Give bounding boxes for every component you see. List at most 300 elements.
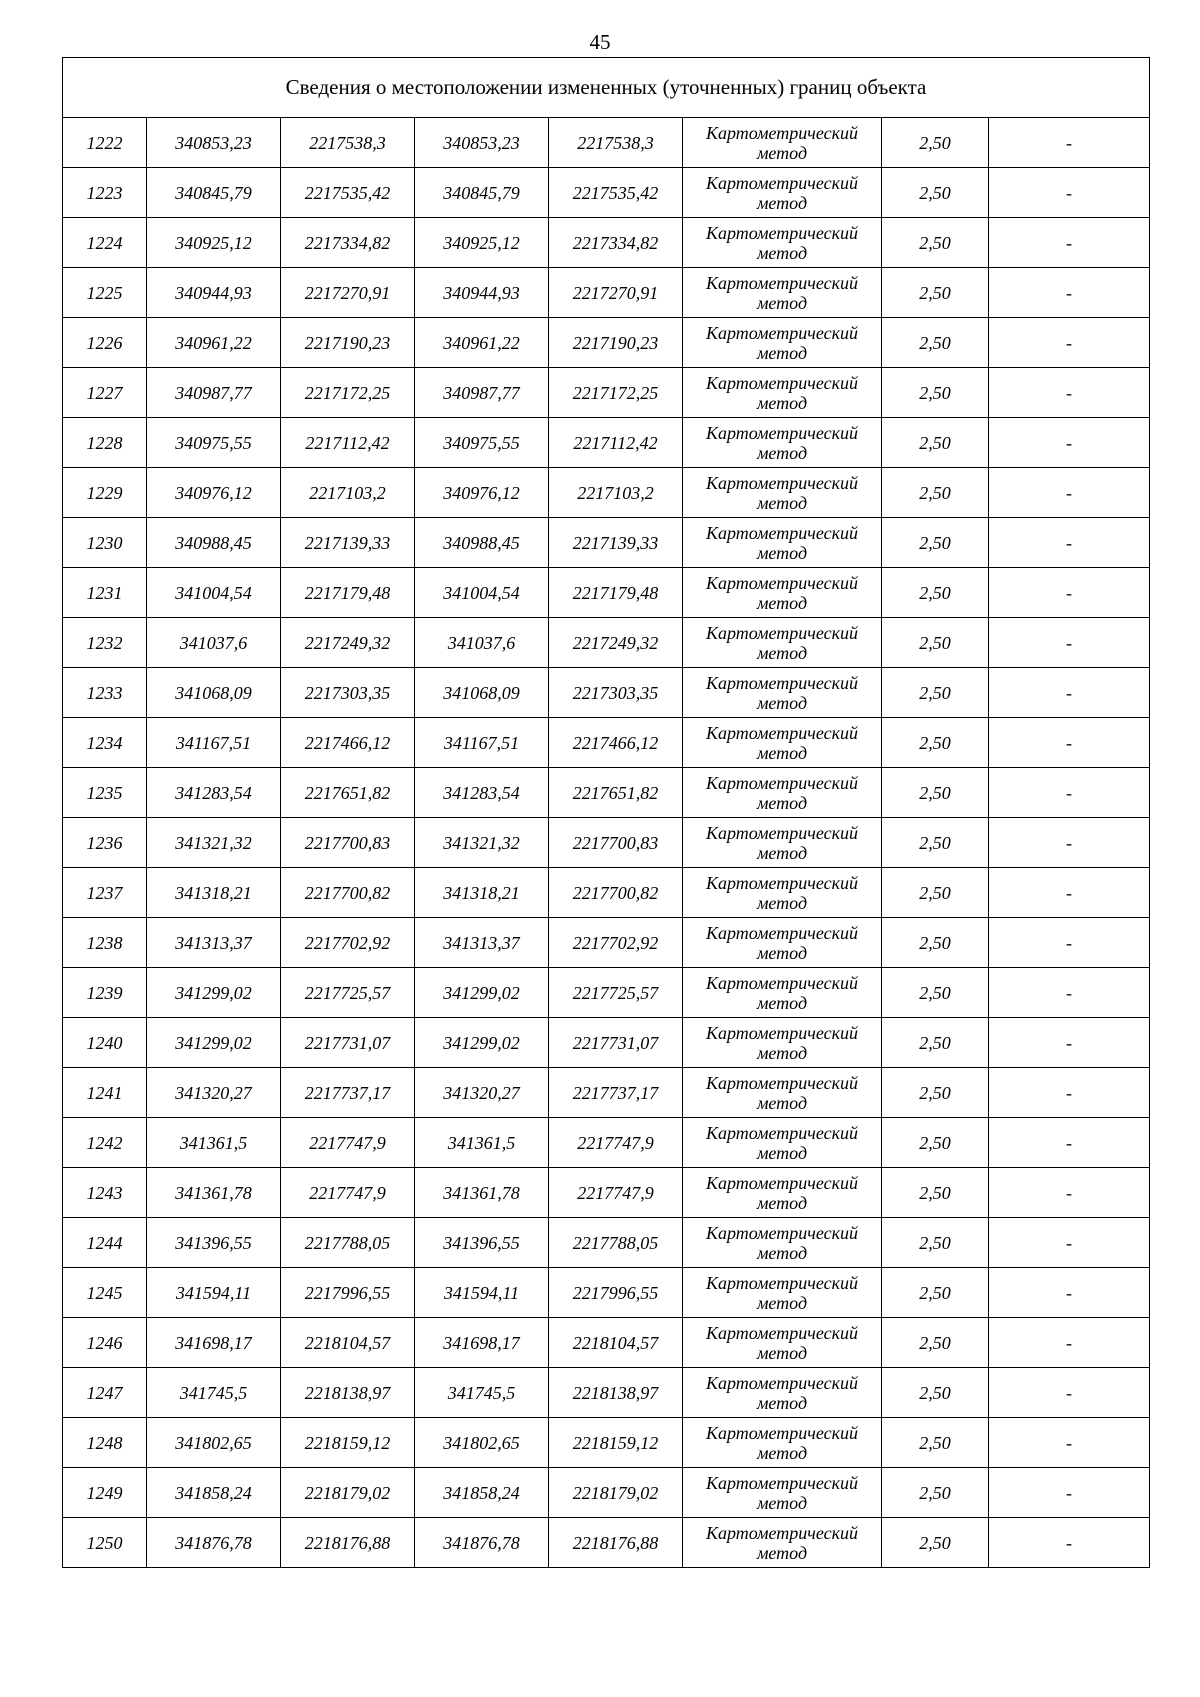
existing-y-cell: 2217179,48 [281,568,415,618]
method-line-2: метод [756,592,808,613]
method-line-2: метод [756,692,808,713]
existing-y-cell: 2218138,97 [281,1368,415,1418]
method-line-1: Картометрический [705,1172,858,1193]
method-line-1: Картометрический [705,122,858,143]
clarified-y-cell: 2217179,48 [549,568,683,618]
existing-x-cell: 341318,21 [147,868,281,918]
existing-x-cell: 341594,11 [147,1268,281,1318]
method-line-1: Картометрический [705,1522,858,1543]
accuracy-cell: 2,50 [882,618,989,668]
existing-x-cell: 341004,54 [147,568,281,618]
clarified-x-cell: 341283,54 [415,768,549,818]
existing-x-cell: 340961,22 [147,318,281,368]
clarified-y-cell: 2217270,91 [549,268,683,318]
existing-y-cell: 2217737,17 [281,1068,415,1118]
point-number-cell: 1235 [63,768,147,818]
method-line-2: метод [756,892,808,913]
method-line-2: метод [756,492,808,513]
method-cell [683,368,882,418]
method-line-2: метод [756,242,808,263]
clarified-x-cell: 341167,51 [415,718,549,768]
accuracy-cell: 2,50 [882,1418,989,1468]
dash-cell: - [989,418,1150,468]
clarified-x-cell: 341594,11 [415,1268,549,1318]
clarified-x-cell: 341004,54 [415,568,549,618]
dash-cell: - [989,1168,1150,1218]
method-line-1: Картометрический [705,522,858,543]
table-row [63,1268,1150,1318]
dash-cell: - [989,868,1150,918]
method-cell [683,1268,882,1318]
method-line-2: метод [756,742,808,763]
clarified-x-cell: 341321,32 [415,818,549,868]
clarified-x-cell: 341320,27 [415,1068,549,1118]
clarified-x-cell: 340925,12 [415,218,549,268]
existing-x-cell: 341320,27 [147,1068,281,1118]
clarified-x-cell: 341698,17 [415,1318,549,1368]
point-number-cell: 1240 [63,1018,147,1068]
method-line-1: Картометрический [705,1422,858,1443]
accuracy-cell: 2,50 [882,1168,989,1218]
accuracy-cell: 2,50 [882,1068,989,1118]
clarified-x-cell: 340976,12 [415,468,549,518]
point-number-cell: 1232 [63,618,147,668]
method-line-1: Картометрический [705,772,858,793]
existing-x-cell: 341167,51 [147,718,281,768]
existing-x-cell: 340988,45 [147,518,281,568]
method-cell [683,1518,882,1568]
dash-cell: - [989,168,1150,218]
clarified-x-cell: 340975,55 [415,418,549,468]
point-number-cell: 1225 [63,268,147,318]
existing-x-cell: 340944,93 [147,268,281,318]
table-row [63,1118,1150,1168]
clarified-y-cell: 2217651,82 [549,768,683,818]
accuracy-cell: 2,50 [882,1118,989,1168]
point-number-cell: 1228 [63,418,147,468]
clarified-x-cell: 340987,77 [415,368,549,418]
existing-y-cell: 2217270,91 [281,268,415,318]
existing-x-cell: 341361,5 [147,1118,281,1168]
accuracy-cell: 2,50 [882,718,989,768]
table-row [63,918,1150,968]
existing-y-cell: 2217466,12 [281,718,415,768]
table-row [63,418,1150,468]
existing-y-cell: 2217747,9 [281,1118,415,1168]
method-line-2: метод [756,1442,808,1463]
point-number-cell: 1234 [63,718,147,768]
table-row [63,1168,1150,1218]
clarified-x-cell: 340961,22 [415,318,549,368]
existing-y-cell: 2217700,83 [281,818,415,868]
clarified-x-cell: 341802,65 [415,1418,549,1468]
point-number-cell: 1248 [63,1418,147,1468]
existing-y-cell: 2217747,9 [281,1168,415,1218]
method-cell [683,568,882,618]
method-line-2: метод [756,1092,808,1113]
existing-x-cell: 341396,55 [147,1218,281,1268]
point-number-cell: 1236 [63,818,147,868]
clarified-x-cell: 341876,78 [415,1518,549,1568]
accuracy-cell: 2,50 [882,318,989,368]
dash-cell: - [989,1518,1150,1568]
clarified-x-cell: 341299,02 [415,1018,549,1068]
existing-x-cell: 341876,78 [147,1518,281,1568]
table-row [63,1518,1150,1568]
dash-cell: - [989,968,1150,1018]
clarified-y-cell: 2217103,2 [549,468,683,518]
existing-x-cell: 341283,54 [147,768,281,818]
existing-x-cell: 341299,02 [147,968,281,1018]
clarified-x-cell: 341361,78 [415,1168,549,1218]
accuracy-cell: 2,50 [882,668,989,718]
dash-cell: - [989,518,1150,568]
dash-cell: - [989,718,1150,768]
existing-y-cell: 2217334,82 [281,218,415,268]
method-cell [683,118,882,168]
existing-y-cell: 2218176,88 [281,1518,415,1568]
method-cell [683,718,882,768]
method-line-2: метод [756,1192,808,1213]
method-line-1: Картометрический [705,1022,858,1043]
table-row [63,1318,1150,1368]
clarified-y-cell: 2217702,92 [549,918,683,968]
clarified-y-cell: 2217737,17 [549,1068,683,1118]
clarified-y-cell: 2217747,9 [549,1168,683,1218]
clarified-y-cell: 2217466,12 [549,718,683,768]
method-cell [683,168,882,218]
method-cell [683,268,882,318]
clarified-y-cell: 2217538,3 [549,118,683,168]
accuracy-cell: 2,50 [882,118,989,168]
method-line-2: метод [756,792,808,813]
clarified-x-cell: 341299,02 [415,968,549,1018]
method-cell [683,1368,882,1418]
existing-y-cell: 2217303,35 [281,668,415,718]
dash-cell: - [989,568,1150,618]
point-number-cell: 1246 [63,1318,147,1368]
boundary-coordinates-table [62,57,1150,1568]
point-number-cell: 1242 [63,1118,147,1168]
table-row [63,518,1150,568]
clarified-x-cell: 341313,37 [415,918,549,968]
dash-cell: - [989,1368,1150,1418]
clarified-y-cell: 2217788,05 [549,1218,683,1268]
accuracy-cell: 2,50 [882,468,989,518]
existing-x-cell: 341802,65 [147,1418,281,1468]
clarified-x-cell: 341068,09 [415,668,549,718]
clarified-y-cell: 2217249,32 [549,618,683,668]
existing-y-cell: 2217788,05 [281,1218,415,1268]
method-line-2: метод [756,442,808,463]
table-row [63,168,1150,218]
dash-cell: - [989,1218,1150,1268]
existing-y-cell: 2217996,55 [281,1268,415,1318]
accuracy-cell: 2,50 [882,918,989,968]
existing-y-cell: 2218159,12 [281,1418,415,1468]
table-row [63,118,1150,168]
clarified-x-cell: 340853,23 [415,118,549,168]
point-number-cell: 1245 [63,1268,147,1318]
existing-y-cell: 2217538,3 [281,118,415,168]
point-number-cell: 1233 [63,668,147,718]
method-line-2: метод [756,392,808,413]
existing-x-cell: 341321,32 [147,818,281,868]
point-number-cell: 1249 [63,1468,147,1518]
method-line-1: Картометрический [705,272,858,293]
method-line-2: метод [756,942,808,963]
table-row [63,318,1150,368]
method-cell [683,418,882,468]
clarified-x-cell: 340944,93 [415,268,549,318]
table-body [63,118,1150,1568]
point-number-cell: 1237 [63,868,147,918]
table-row [63,1018,1150,1068]
method-line-2: метод [756,992,808,1013]
table-row [63,718,1150,768]
method-cell [683,468,882,518]
table-row [63,618,1150,668]
existing-x-cell: 340925,12 [147,218,281,268]
existing-x-cell: 341313,37 [147,918,281,968]
method-line-1: Картометрический [705,1372,858,1393]
method-cell [683,1118,882,1168]
method-line-1: Картометрический [705,422,858,443]
accuracy-cell: 2,50 [882,268,989,318]
existing-y-cell: 2217103,2 [281,468,415,518]
clarified-x-cell: 341037,6 [415,618,549,668]
existing-y-cell: 2217249,32 [281,618,415,668]
dash-cell: - [989,1118,1150,1168]
accuracy-cell: 2,50 [882,568,989,618]
clarified-x-cell: 341396,55 [415,1218,549,1268]
accuracy-cell: 2,50 [882,1518,989,1568]
method-line-1: Картометрический [705,822,858,843]
method-line-1: Картометрический [705,722,858,743]
method-line-1: Картометрический [705,1122,858,1143]
existing-y-cell: 2218179,02 [281,1468,415,1518]
dash-cell: - [989,1468,1150,1518]
point-number-cell: 1243 [63,1168,147,1218]
clarified-x-cell: 340988,45 [415,518,549,568]
clarified-y-cell: 2217139,33 [549,518,683,568]
point-number-cell: 1226 [63,318,147,368]
clarified-y-cell: 2217112,42 [549,418,683,468]
method-cell [683,518,882,568]
existing-x-cell: 340845,79 [147,168,281,218]
method-line-2: метод [756,1392,808,1413]
method-line-2: метод [756,1242,808,1263]
existing-y-cell: 2217190,23 [281,318,415,368]
existing-y-cell: 2217700,82 [281,868,415,918]
method-line-1: Картометрический [705,622,858,643]
accuracy-cell: 2,50 [882,1318,989,1368]
method-cell [683,218,882,268]
accuracy-cell: 2,50 [882,818,989,868]
point-number-cell: 1230 [63,518,147,568]
dash-cell: - [989,468,1150,518]
clarified-x-cell: 341361,5 [415,1118,549,1168]
existing-y-cell: 2217535,42 [281,168,415,218]
method-line-2: метод [756,1542,808,1563]
clarified-y-cell: 2217725,57 [549,968,683,1018]
accuracy-cell: 2,50 [882,418,989,468]
accuracy-cell: 2,50 [882,1368,989,1418]
method-line-2: метод [756,342,808,363]
point-number-cell: 1239 [63,968,147,1018]
accuracy-cell: 2,50 [882,1268,989,1318]
point-number-cell: 1247 [63,1368,147,1418]
existing-x-cell: 341745,5 [147,1368,281,1418]
table-row [63,1068,1150,1118]
dash-cell: - [989,1268,1150,1318]
clarified-x-cell: 341858,24 [415,1468,549,1518]
existing-y-cell: 2217725,57 [281,968,415,1018]
clarified-y-cell: 2217996,55 [549,1268,683,1318]
table-caption: Сведения о местоположении измененных (уточненных) границ объекта [63,58,1150,118]
accuracy-cell: 2,50 [882,518,989,568]
dash-cell: - [989,118,1150,168]
existing-x-cell: 340976,12 [147,468,281,518]
point-number-cell: 1222 [63,118,147,168]
clarified-y-cell: 2217190,23 [549,318,683,368]
method-line-1: Картометрический [705,172,858,193]
method-cell [683,1018,882,1068]
method-line-2: метод [756,542,808,563]
existing-x-cell: 341037,6 [147,618,281,668]
method-cell [683,618,882,668]
dash-cell: - [989,1418,1150,1468]
table-row [63,768,1150,818]
clarified-y-cell: 2217747,9 [549,1118,683,1168]
point-number-cell: 1238 [63,918,147,968]
dash-cell: - [989,1018,1150,1068]
existing-y-cell: 2218104,57 [281,1318,415,1368]
existing-x-cell: 340987,77 [147,368,281,418]
method-line-2: метод [756,1492,808,1513]
table-row [63,268,1150,318]
accuracy-cell: 2,50 [882,1468,989,1518]
dash-cell: - [989,768,1150,818]
existing-y-cell: 2217112,42 [281,418,415,468]
table-row [63,1468,1150,1518]
existing-y-cell: 2217172,25 [281,368,415,418]
point-number-cell: 1229 [63,468,147,518]
existing-x-cell: 341361,78 [147,1168,281,1218]
method-cell [683,1218,882,1268]
table-row [63,1218,1150,1268]
accuracy-cell: 2,50 [882,868,989,918]
method-line-2: метод [756,642,808,663]
method-cell [683,918,882,968]
point-number-cell: 1241 [63,1068,147,1118]
method-cell [683,318,882,368]
method-line-1: Картометрический [705,872,858,893]
method-line-1: Картометрический [705,372,858,393]
clarified-y-cell: 2217303,35 [549,668,683,718]
page-number: 45 [589,30,611,54]
clarified-x-cell: 341318,21 [415,868,549,918]
accuracy-cell: 2,50 [882,1218,989,1268]
existing-x-cell: 340853,23 [147,118,281,168]
method-line-2: метод [756,1292,808,1313]
method-line-2: метод [756,292,808,313]
dash-cell: - [989,618,1150,668]
method-cell [683,818,882,868]
accuracy-cell: 2,50 [882,1018,989,1068]
dash-cell: - [989,268,1150,318]
method-line-1: Картометрический [705,1072,858,1093]
method-line-2: метод [756,842,808,863]
method-line-1: Картометрический [705,1222,858,1243]
clarified-y-cell: 2217700,83 [549,818,683,868]
accuracy-cell: 2,50 [882,768,989,818]
accuracy-cell: 2,50 [882,968,989,1018]
clarified-y-cell: 2218138,97 [549,1368,683,1418]
point-number-cell: 1250 [63,1518,147,1568]
method-line-1: Картометрический [705,972,858,993]
method-line-1: Картометрический [705,1272,858,1293]
accuracy-cell: 2,50 [882,218,989,268]
existing-y-cell: 2217702,92 [281,918,415,968]
table-row [63,218,1150,268]
method-cell [683,1168,882,1218]
method-cell [683,668,882,718]
existing-x-cell: 341068,09 [147,668,281,718]
clarified-y-cell: 2218104,57 [549,1318,683,1368]
table-row [63,468,1150,518]
method-line-1: Картометрический [705,222,858,243]
method-line-1: Картометрический [705,472,858,493]
method-cell [683,1468,882,1518]
clarified-y-cell: 2217334,82 [549,218,683,268]
table-row [63,868,1150,918]
method-cell [683,1318,882,1368]
point-number-cell: 1244 [63,1218,147,1268]
clarified-y-cell: 2218159,12 [549,1418,683,1468]
dash-cell: - [989,668,1150,718]
existing-x-cell: 341858,24 [147,1468,281,1518]
point-number-cell: 1227 [63,368,147,418]
point-number-cell: 1231 [63,568,147,618]
clarified-x-cell: 341745,5 [415,1368,549,1418]
clarified-y-cell: 2218176,88 [549,1518,683,1568]
method-line-2: метод [756,1042,808,1063]
existing-x-cell: 341299,02 [147,1018,281,1068]
table-row [63,818,1150,868]
dash-cell: - [989,1318,1150,1368]
clarified-x-cell: 340845,79 [415,168,549,218]
table-row [63,1368,1150,1418]
method-cell [683,868,882,918]
clarified-y-cell: 2217535,42 [549,168,683,218]
clarified-y-cell: 2218179,02 [549,1468,683,1518]
table-row [63,668,1150,718]
method-line-1: Картометрический [705,922,858,943]
point-number-cell: 1224 [63,218,147,268]
dash-cell: - [989,318,1150,368]
table-row [63,368,1150,418]
table-row [63,568,1150,618]
method-line-1: Картометрический [705,672,858,693]
method-line-1: Картометрический [705,1322,858,1343]
method-line-2: метод [756,142,808,163]
accuracy-cell: 2,50 [882,168,989,218]
existing-y-cell: 2217139,33 [281,518,415,568]
dash-cell: - [989,818,1150,868]
method-line-2: метод [756,192,808,213]
method-cell [683,768,882,818]
